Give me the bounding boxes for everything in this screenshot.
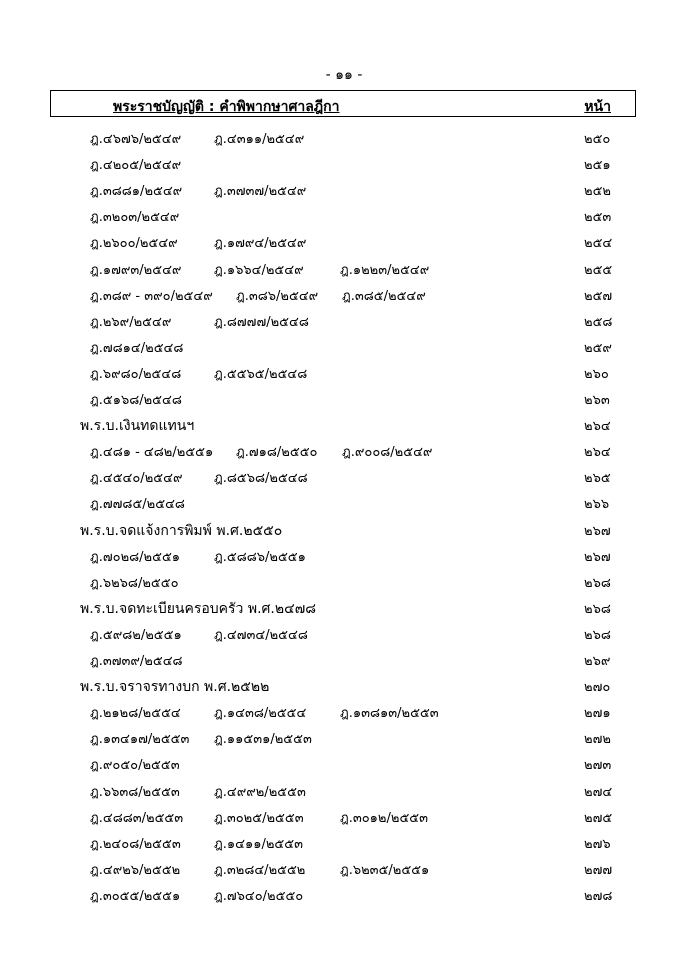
page-ref: ๒๗๗ (584, 862, 613, 878)
page-number: - ๑๑ - (325, 67, 363, 83)
page-ref: ๒๕๐ (584, 132, 611, 147)
case-ref: ฎ.๗๖๔๐/๒๕๕๐ (214, 888, 304, 904)
header-page-label: หน้า (584, 99, 611, 115)
header-title: พระราชบัญญัติ : คำพิพากษาศาลฎีกา (113, 99, 340, 115)
section-row (0, 676, 688, 696)
case-ref: ฎ.๕๘๘๖/๒๕๕๑ (214, 549, 306, 565)
case-ref: ฎ.๔๕๔๐/๒๕๔๙ (90, 471, 183, 487)
page-ref: ๒๗๓ (584, 758, 612, 774)
case-row (0, 441, 688, 461)
page-ref: ๒๖๘ (584, 575, 611, 591)
case-row (0, 650, 688, 670)
page-ref: ๒๕๓ (584, 210, 612, 226)
case-ref: ฎ.๙๐๐๘/๒๕๔๙ (342, 445, 433, 461)
page-ref: ๒๖๘ (584, 627, 611, 643)
page-ref: ๒๕๒ (584, 184, 611, 200)
case-ref: ฎ.๓๐๕๕/๒๕๕๑ (90, 888, 181, 904)
case-ref: ฎ.๔๒๐๕/๒๕๔๙ (90, 158, 182, 174)
case-ref: ฎ.๔๘๘๓/๒๕๕๓ (90, 810, 184, 826)
case-row (0, 754, 688, 774)
case-ref: ฎ.๔๘๑ - ๔๘๒/๒๕๕๑ (90, 445, 214, 461)
case-ref: ฎ.๕๑๖๘/๒๕๔๘ (90, 393, 182, 408)
page-ref: ๒๗๔ (584, 784, 613, 800)
case-row (0, 493, 688, 513)
page-ref: ๒๗๕ (584, 810, 613, 826)
case-row (0, 467, 688, 487)
case-ref: ฎ.๓๐๑๒/๒๕๕๓ (340, 810, 429, 826)
case-ref: ฎ.๕๙๘๒/๒๕๕๑ (90, 627, 182, 643)
case-ref: ฎ.๖๙๘๐/๒๕๔๘ (90, 366, 182, 382)
case-row (0, 546, 688, 566)
case-ref: ฎ.๓๘๘๑/๒๕๔๙ (90, 184, 183, 200)
case-ref: ฎ.๒๖๙/๒๕๔๙ (90, 314, 172, 330)
case-ref: ฎ.๑๔๑๑/๒๕๕๓ (214, 836, 303, 852)
page-ref: ๒๖๓ (584, 393, 610, 408)
case-ref: ฎ.๑๓๔๑๗/๒๕๕๓ (90, 732, 190, 748)
page-ref: ๒๖๙ (584, 654, 611, 669)
case-ref: ฎ.๒๑๒๘/๒๕๕๔ (90, 706, 181, 722)
case-ref: ฎ.๘๕๖๘/๒๕๔๘ (214, 471, 308, 487)
case-ref: ฎ.๗๘๑๔/๒๕๔๘ (90, 340, 184, 356)
case-row (0, 337, 688, 357)
section-title: พ.ร.บ.เงินทดแทนฯ (80, 418, 195, 435)
page-ref: ๒๖๖ (584, 497, 610, 513)
case-row (0, 702, 688, 722)
page-ref: ๒๖๘ (584, 601, 611, 617)
case-ref: ฎ.๔๖๗๖/๒๕๔๙ (90, 132, 182, 147)
case-ref: ฎ.๔๙๙๒/๒๕๕๓ (214, 784, 306, 800)
case-row (0, 624, 688, 644)
page-ref: ๒๕๑ (584, 158, 611, 174)
case-row (0, 128, 688, 148)
page-ref: ๒๖๔ (584, 445, 611, 461)
case-row (0, 885, 688, 905)
page-ref: ๒๖๗ (584, 523, 611, 539)
page-ref: ๒๕๕ (584, 262, 613, 278)
case-row (0, 259, 688, 279)
case-row (0, 206, 688, 226)
case-row (0, 311, 688, 331)
case-row (0, 807, 688, 827)
case-ref: ฎ.๗๐๒๘/๒๕๕๑ (90, 549, 181, 565)
case-ref: ฎ.๓๘๖/๒๕๔๙ (236, 288, 319, 304)
case-ref: ฎ.๙๐๕๐/๒๕๕๓ (90, 758, 180, 774)
page-ref: ๒๕๘ (584, 314, 613, 330)
page-ref: ๒๖๗ (584, 549, 611, 565)
page-ref: ๒๖๔ (584, 419, 611, 435)
case-ref: ฎ.๑๒๒๓/๒๕๔๙ (340, 262, 430, 278)
page-ref: ๒๗๖ (584, 836, 611, 852)
case-ref: ฎ.๑๗๙๓/๒๕๔๙ (90, 262, 182, 278)
case-row (0, 859, 688, 879)
page-ref: ๒๕๔ (584, 236, 613, 252)
case-ref: ฎ.๖๒๓๕/๒๕๕๑ (340, 862, 430, 878)
case-ref: ฎ.๔๙๒๖/๒๕๕๒ (90, 862, 181, 878)
page-ref: ๒๕๗ (584, 288, 613, 304)
page-ref: ๒๖๐ (584, 366, 609, 382)
case-ref: ฎ.๓๐๒๕/๒๕๕๓ (214, 810, 304, 826)
page-ref: ๒๗๑ (584, 706, 611, 722)
case-row (0, 781, 688, 801)
page-ref: ๒๖๕ (584, 471, 611, 487)
page-ref: ๒๕๙ (584, 340, 612, 356)
case-ref: ฎ.๖๖๓๘/๒๕๕๓ (90, 784, 180, 800)
section-title: พ.ร.บ.จดทะเบียนครอบครัว พ.ศ.๒๔๗๘ (80, 600, 317, 617)
section-title: พ.ร.บ.จดแจ้งการพิมพ์ พ.ศ.๒๕๕๐ (80, 522, 283, 539)
section-title: พ.ร.บ.จราจรทางบก พ.ศ.๒๕๒๒ (80, 679, 270, 696)
case-ref: ฎ.๗๑๘/๒๕๕๐ (236, 445, 318, 461)
case-ref: ฎ.๓๗๓๙/๒๕๔๘ (90, 654, 183, 669)
table-header (50, 90, 636, 117)
case-row (0, 154, 688, 174)
case-ref: ฎ.๖๒๖๘/๒๕๕๐ (90, 575, 179, 591)
page-ref: ๒๗๒ (584, 732, 611, 748)
case-row (0, 389, 688, 409)
case-ref: ฎ.๒๔๐๘/๒๕๕๓ (90, 836, 181, 852)
case-ref: ฎ.๗๗๘๕/๒๕๔๘ (90, 497, 185, 513)
case-ref: ฎ.๔๓๑๑/๒๕๔๙ (214, 132, 305, 147)
case-row (0, 572, 688, 592)
case-ref: ฎ.๑๖๖๔/๒๕๔๙ (214, 262, 304, 278)
page-ref: ๒๗๐ (584, 680, 611, 696)
case-ref: ฎ.๕๕๖๕/๒๕๔๘ (214, 366, 308, 382)
case-row (0, 285, 688, 305)
section-row (0, 598, 688, 618)
case-ref: ฎ.๓๘๕/๒๕๔๙ (342, 288, 426, 304)
case-ref: ฎ.๔๗๓๔/๒๕๔๘ (214, 627, 308, 643)
case-ref: ฎ.๑๔๓๘/๒๕๕๔ (214, 706, 307, 722)
case-row (0, 363, 688, 383)
case-ref: ฎ.๘๗๗๗/๒๕๔๘ (214, 314, 309, 330)
case-row (0, 180, 688, 200)
case-ref: ฎ.๓๒๐๓/๒๕๔๙ (90, 210, 180, 226)
section-row (0, 520, 688, 540)
section-row (0, 415, 688, 435)
case-ref: ฎ.๑๑๕๓๑/๒๕๕๓ (214, 732, 312, 748)
case-ref: ฎ.๑๗๙๔/๒๕๔๙ (214, 236, 307, 252)
case-row (0, 833, 688, 853)
case-row (0, 232, 688, 252)
case-ref: ฎ.๓๒๘๔/๒๕๕๒ (214, 862, 306, 878)
case-ref: ฎ.๑๓๘๑๓/๒๕๕๓ (340, 706, 439, 722)
case-ref: ฎ.๓๗๓๗/๒๕๔๙ (214, 184, 307, 200)
case-ref: ฎ.๓๘๙ - ๓๙๐/๒๕๔๙ (90, 288, 213, 304)
case-row (0, 728, 688, 748)
page-ref: ๒๗๘ (584, 888, 613, 904)
case-ref: ฎ.๒๖๐๐/๒๕๔๙ (90, 236, 178, 252)
